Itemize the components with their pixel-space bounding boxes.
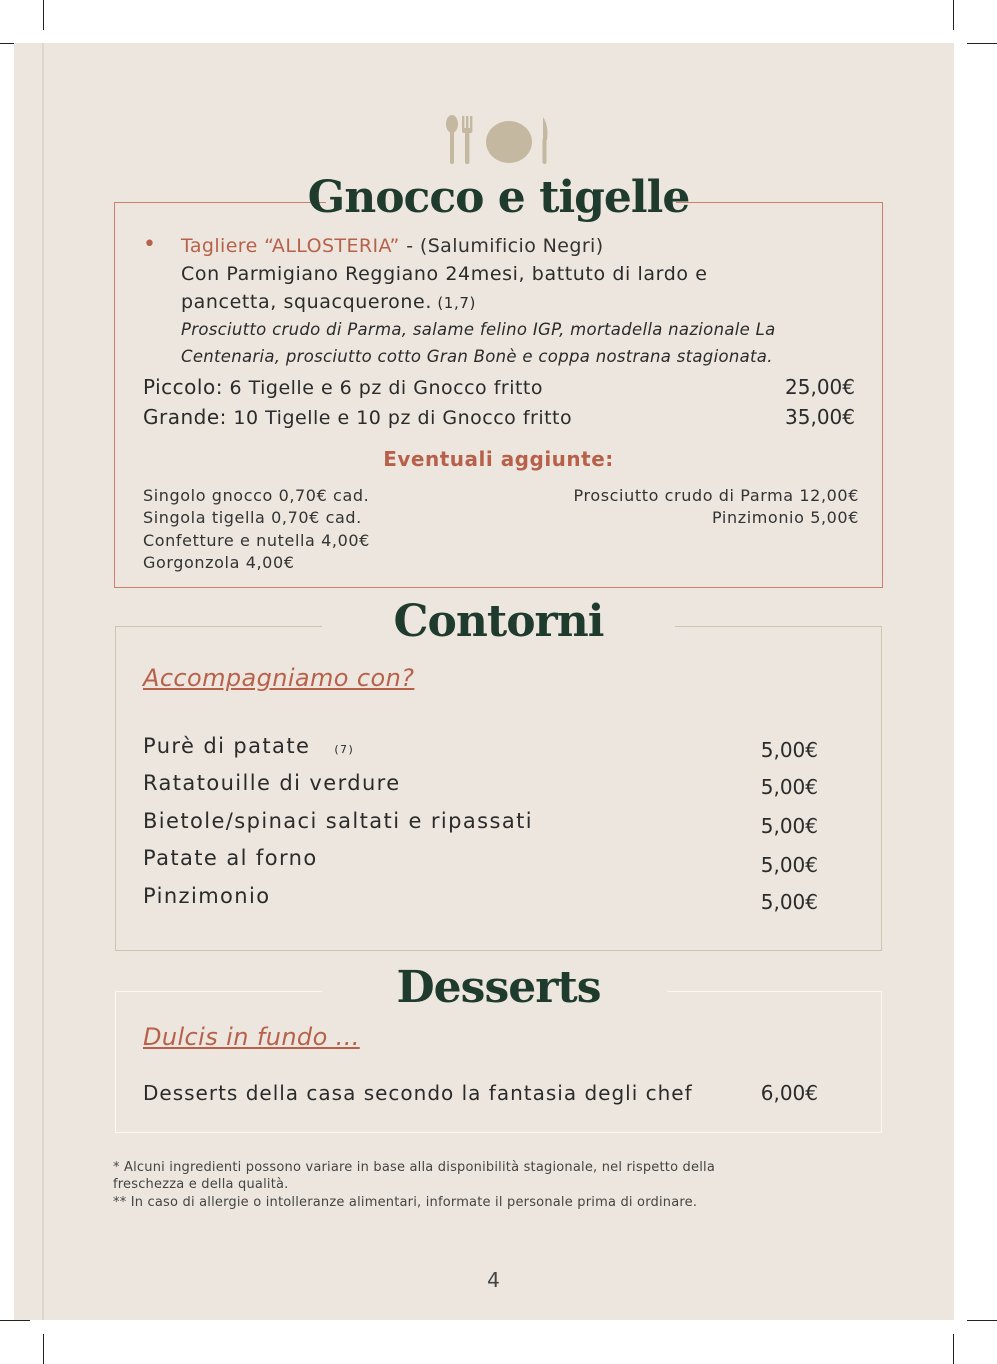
page-number: 4 [487, 1268, 500, 1292]
bullet: • [143, 232, 156, 257]
size-desc: 6 Tigelle e 6 pz di Gnocco fritto [222, 377, 544, 399]
extra-name: Confetture e nutella [143, 531, 322, 550]
extra-item [520, 486, 859, 505]
menu-item-name: Bietole/spinaci saltati e ripassati [143, 809, 533, 833]
menu-item-name: Purè di patate [143, 734, 311, 758]
extra-price: 5,00€ [810, 508, 859, 527]
size-label: Grande: [143, 405, 227, 429]
menu-item-price: 5,00€ [760, 853, 818, 877]
crop-mark [43, 1334, 44, 1364]
extra-item [143, 486, 369, 505]
extra-item [143, 531, 370, 550]
allergens: (1,7) [431, 294, 476, 312]
extra-price: 12,00€ [799, 486, 859, 505]
crop-mark [953, 1334, 954, 1364]
item-detail: Centenaria, prosciutto cotto Gran Bonè e coppa nostrana stagionata. [181, 347, 773, 366]
extra-item [143, 553, 295, 572]
menu-item-price: 5,00€ [760, 775, 818, 799]
crop-mark [953, 0, 954, 30]
plate-icon [486, 121, 532, 163]
tagliere-title [181, 235, 604, 257]
extra-price: 0,70€ cad. [278, 486, 370, 505]
fork-icon [462, 116, 472, 164]
extra-item [143, 508, 362, 527]
allergens: (7) [334, 743, 355, 756]
section-title-contorni: Contorni [393, 596, 604, 647]
crop-mark [967, 1320, 997, 1321]
desserts-subtitle: Dulcis in fundo ... [143, 1023, 360, 1051]
menu-item-name: Desserts della casa secondo la fantasia degli chef [143, 1081, 693, 1105]
menu-item-price: 5,00€ [760, 738, 818, 762]
menu-item-name: Ratatouille di verdure [143, 771, 401, 795]
extras-title: Eventuali aggiunte: [383, 447, 614, 471]
extra-item [520, 508, 859, 527]
extra-price: 0,70€ cad. [271, 508, 362, 527]
extra-name: Singolo gnocco [143, 486, 279, 505]
extra-name: Prosciutto crudo di Parma [573, 486, 800, 505]
size-row [143, 375, 543, 399]
footnote: ** In caso di allergie o intolleranze alimentari, informate il personale prima di ordinare. [113, 1195, 698, 1210]
menu-item-name: Pinzimonio [143, 884, 271, 908]
crop-mark [43, 0, 44, 30]
item-description: Con Parmigiano Reggiano 24mesi, battuto di lardo e [181, 263, 708, 285]
footnote: * Alcuni ingredienti possono variare in base alla disponibilità stagionale, nel rispetto della [113, 1160, 715, 1175]
menu-item-price: 6,00€ [760, 1081, 818, 1105]
section-title-desserts: Desserts [396, 962, 601, 1013]
knife-icon [543, 117, 548, 164]
section-title-gnocco: Gnocco e tigelle [307, 172, 690, 223]
menu-item-price: 5,00€ [760, 814, 818, 838]
item-description [181, 291, 476, 313]
page-spine [42, 43, 44, 1320]
size-desc: 10 Tigelle e 10 pz di Gnocco fritto [226, 407, 573, 429]
extra-name: Singola tigella [143, 508, 272, 527]
item-maker: - (Salumificio Negri) [399, 235, 604, 257]
extra-name: Pinzimonio [712, 508, 811, 527]
size-row [143, 405, 572, 429]
footnote: freschezza e della qualità. [113, 1177, 289, 1192]
crop-mark [967, 43, 997, 44]
extra-price: 4,00€ [245, 553, 295, 572]
cutlery-icons [443, 114, 553, 166]
size-price: 35,00€ [785, 405, 855, 429]
extra-name: Gorgonzola [143, 553, 246, 572]
size-label: Piccolo: [143, 375, 223, 399]
menu-item-price: 5,00€ [760, 890, 818, 914]
contorni-subtitle: Accompagniamo con? [143, 664, 415, 692]
extra-price: 4,00€ [321, 531, 370, 550]
item-name: Tagliere “ALLOSTERIA” [181, 235, 400, 257]
spoon-icon [446, 115, 458, 164]
menu-item [143, 734, 354, 758]
crop-mark [0, 1320, 30, 1321]
size-price: 25,00€ [785, 375, 855, 399]
menu-item-name: Patate al forno [143, 846, 318, 870]
item-detail: Prosciutto crudo di Parma, salame felino IGP, mortadella nazionale La [181, 320, 776, 339]
item-description-text: pancetta, squacquerone. [181, 291, 432, 313]
